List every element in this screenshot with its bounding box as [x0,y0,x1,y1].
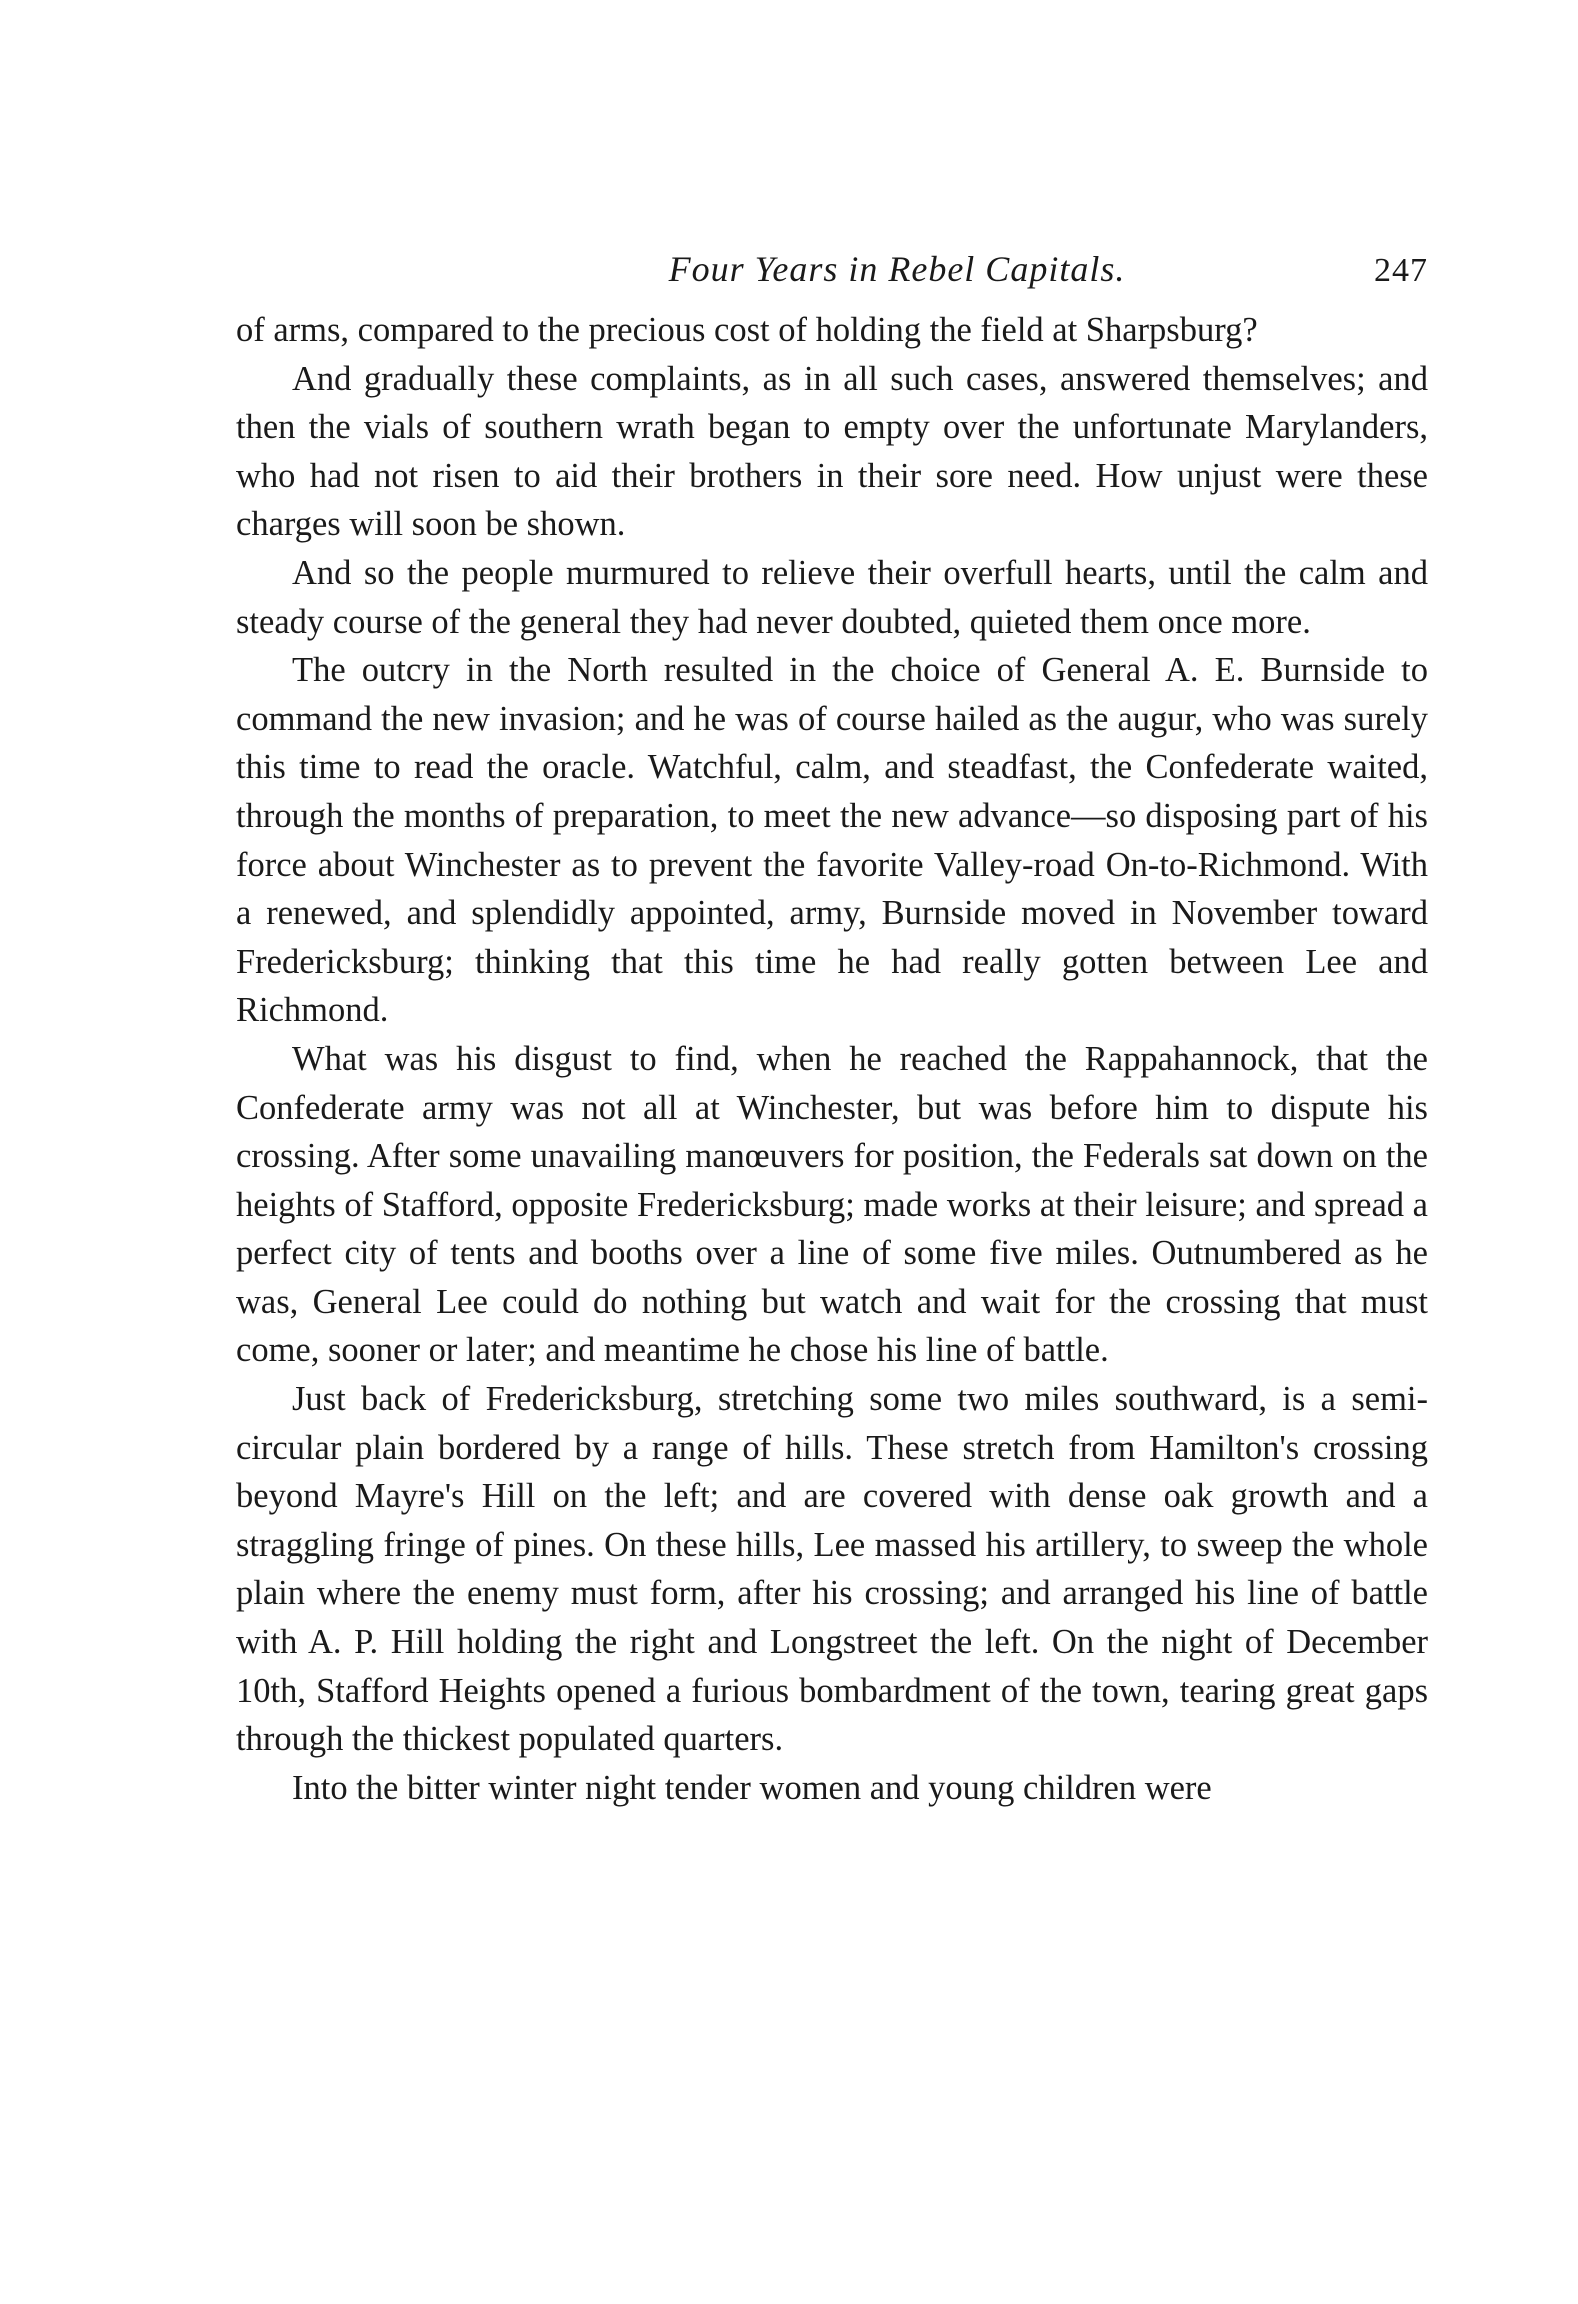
paragraph-continued: of arms, compared to the precious cost of holding the field at Sharpsburg? [236,311,1258,349]
paragraph: The outcry in the North resulted in the choice of General A. E. Burnside to command the new invasion; and he was of course hailed as the augur, who was surely this time to read the oracle. Watchful, calm, and steadfast, the Confederate waited, through the months of preparation, to meet the new advance—so disposing part of his force about Winchester as to prevent the favorite Valley-road On-to-Richmond. With a renewed, and splendidly appointed, army, Burnside moved in November toward Fredericksburg; thinking that this time he had really gotten between Lee and Richmond. [236,651,1428,1030]
paragraph: And so the people murmured to relieve their overfull hearts, until the calm and steady course of the general they had never doubted, quieted them once more. [236,553,1428,641]
paragraph: Into the bitter winter night tender women and young children were [292,1768,1212,1807]
running-head [236,248,1428,304]
paragraph: What was his disgust to find, when he reached the Rappahannock, that the Confederate army was not all at Winchester, but was before him to dispute his crossing. After some unavailing manœuvers for position, the Federals sat down on the heights of Stafford, opposite Fredericksburg; made works at their leisure; and spread a perfect city of tents and booths over a line of some five miles. Outnumbered as he was, General Lee could do nothing but watch and wait for the crossing that must come, sooner or later; and meantime he chose his line of battle. [236,1039,1428,1370]
paragraph: And gradually these complaints, as in all such cases, answered themselves; and then the vials of southern wrath began to empty over the unfortunate Marylanders, who had not risen to aid their brothers in their sore need. How unjust were these charges will soon be shown. [236,359,1428,544]
page-number: 247 [1374,252,1428,289]
running-title: Four Years in Rebel Capitals. [668,249,1126,289]
body-text [236,306,1428,1812]
paragraph: Just back of Fredericksburg, stretching some two miles southward, is a semi-circular plain bordered by a range of hills. These stretch from Hamilton's crossing beyond Mayre's Hill on the left; and are covered with dense oak growth and a straggling fringe of pines. On these hills, Lee massed his artillery, to sweep the whole plain where the enemy must form, after his crossing; and arranged his line of battle with A. P. Hill holding the right and Longstreet the left. On the night of December 10th, Stafford Heights opened a furious bombardment of the town, tearing great gaps through the thickest populated quarters. [236,1380,1428,1759]
book-page [236,248,1428,1812]
